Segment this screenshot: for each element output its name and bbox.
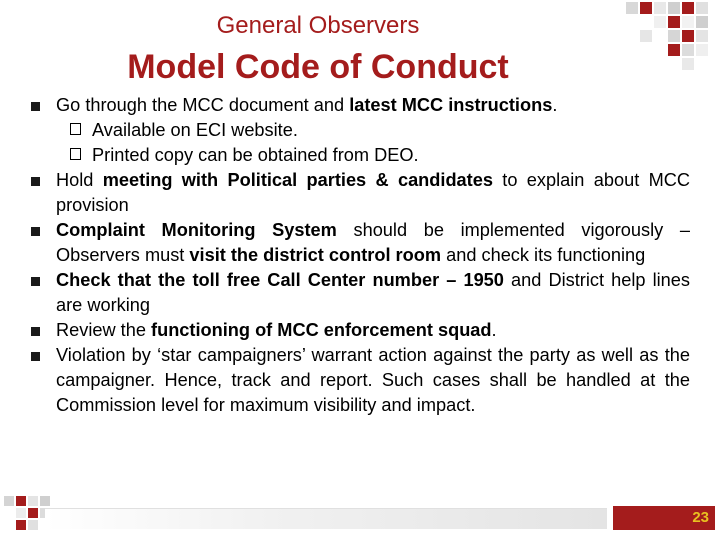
text-segment: . [552,95,558,115]
sub-item-text: Printed copy can be obtained from DEO. [92,145,419,165]
bold-text: Check that the toll free Call Center number – 1950 [56,270,504,290]
slide-subtitle: General Observers [216,12,420,39]
sub-list-item [30,143,690,168]
bold-text: latest MCC instructions [349,95,553,115]
page-number-box [613,506,715,530]
bullet-square-icon [31,102,40,111]
bullet-text [56,345,690,415]
text-segment: . [491,320,497,340]
hollow-square-icon [70,148,81,160]
bold-text: Complaint Monitoring System [56,220,337,240]
bullet-square-icon [31,327,40,336]
bullet-square-icon [31,177,40,186]
page-number: 23 [692,509,709,526]
bullet-text [56,220,690,265]
sub-list-item [30,118,690,143]
bullet-list [30,93,690,418]
bullet-text [56,320,497,340]
list-item [30,93,690,118]
bullet-text [56,95,557,115]
bullet-text [56,270,690,315]
text-segment: and check its functioning [441,245,646,265]
bullet-square-icon [31,277,40,286]
bold-text: functioning of MCC enforcement squad [151,320,492,340]
bold-text: visit the district control room [189,245,442,265]
slide-title: Model Code of Conduct [127,48,509,86]
text-segment: Violation by ‘star campaigners’ warrant action against the party as well as the campaigner. Hence, track and report. Such cases shall be handled at the Commission level for maximum visibility and impact. [56,345,690,415]
list-item [30,318,690,343]
list-item [30,343,690,418]
list-item [30,218,690,268]
text-segment: Hold [56,170,103,190]
bullet-text [56,170,690,215]
sub-item-text: Available on ECI website. [92,120,298,140]
text-segment: Review the [56,320,152,340]
bullet-square-icon [31,352,40,361]
text-segment: to explain about MCC provision [56,170,690,215]
list-item [30,168,690,218]
text-segment: Go through the MCC document and [56,95,350,115]
text-segment: and District help lines are working [56,270,690,315]
hollow-square-icon [70,123,81,135]
bold-text: meeting with Political parties & candidates [102,170,493,190]
bullet-square-icon [31,227,40,236]
text-segment: should be implemented vigorously – Observers must [56,220,690,265]
footer-bar [45,508,607,529]
list-item [30,268,690,318]
